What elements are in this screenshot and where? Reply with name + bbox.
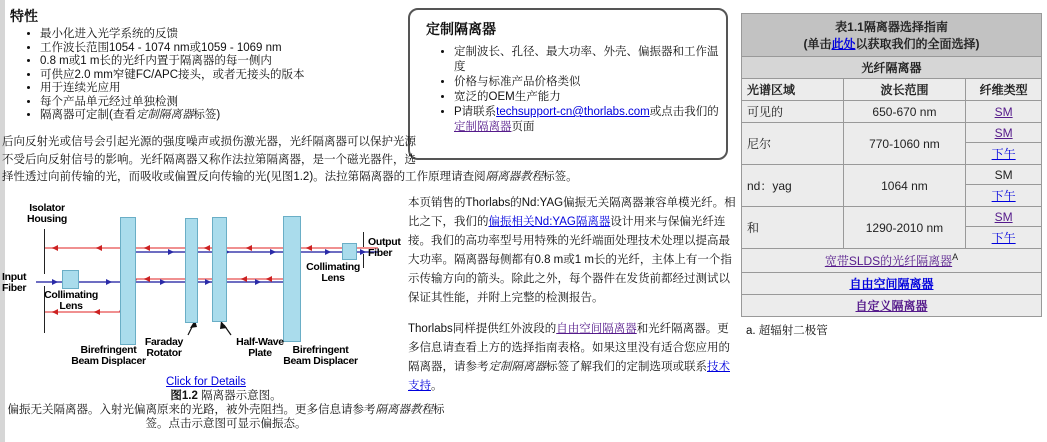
contact-text: 页面 (511, 121, 535, 133)
isolator-housing-label: Isolator Housing (27, 202, 67, 225)
table-subheader: 光纤隔离器 (742, 57, 1042, 79)
col-header-wavelength-range: 波长范围 (843, 79, 966, 101)
feature-item: • 最小化进入光学系统的反馈 (40, 28, 406, 42)
birefringent-left-label: Birefringent Beam Displacer (71, 344, 146, 367)
fiber-type-link[interactable]: SM (994, 125, 1013, 140)
contact-text: 或点击我们的 (649, 106, 719, 118)
selection-guide-table (741, 13, 1042, 317)
collimating-lens-left-label: Collimating Lens (44, 289, 98, 312)
fiber-type-link[interactable]: 下午 (991, 231, 1016, 245)
housing-wall-right (363, 232, 364, 247)
region-cell: 尼尔 (742, 123, 844, 165)
intro-paragraph (2, 134, 762, 187)
fiber-type-link[interactable]: SM (994, 104, 1013, 119)
region-cell: nd：yag (742, 165, 844, 207)
feature-item: • 0.8 m或1 m长的光纤内置于隔离器的每一侧内 (40, 55, 406, 69)
features-list (14, 28, 406, 123)
click-for-details-link[interactable]: Click for Details (166, 376, 246, 388)
footnote-marker: A (952, 252, 959, 262)
col-header-spectral-region: 光谱区域 (742, 79, 844, 101)
contact-text: P请联系 (454, 106, 497, 118)
intro-line (2, 169, 762, 187)
half-wave-plate (212, 217, 227, 322)
features-title: 特性 (10, 8, 38, 24)
range-cell: 1290-2010 nm (843, 207, 966, 249)
feature-item: • 用于连续光应用 (40, 82, 406, 96)
custom-box-item: • 价格与标准产品价格类似 (454, 75, 726, 90)
intro-line: 后向反射光或信号会引起光源的强度噪声或损伤激光器，光纤隔离器可以保护光源 (2, 136, 416, 148)
feature-text: 标签) (193, 109, 221, 121)
more-info-paragraph (408, 320, 738, 396)
feature-item: • 每个产品单元经过单独检测 (40, 96, 406, 110)
custom-isolators-link[interactable]: 自定义隔离器 (855, 299, 928, 313)
caption-title: 图1.2 隔离器示意图。 (170, 390, 282, 402)
input-fiber-label: Input Fiber (2, 271, 27, 294)
table-footnote: a. 超辐射二极管 (746, 325, 828, 337)
range-cell: 650-670 nm (843, 101, 966, 123)
custom-isolators-page-link[interactable]: 定制隔离器 (454, 121, 512, 133)
nd-yag-paragraph (408, 194, 738, 308)
fiber-type-link[interactable]: SM (994, 209, 1013, 224)
feature-item: • 工作波长范围1054 - 1074 nm或1059 - 1069 nm (40, 42, 406, 56)
feature-text: 隔离器可定制(查看 (40, 109, 136, 121)
body-text: 设计用来与保偏光纤连接。我们的高功率型号用特殊的光纤端面处理技术处理以提高最大功率。隔离器每侧都有0.8 m或1 m长的光纤，主体上有一个指示传输方向的箭头。除此之外，每个器件在发货前都经过测试以保证其性能，并附上完整的检测报告。 (408, 216, 732, 304)
body-text: 本页销售的Thorlabs的Nd:YAG偏振无关隔离器兼容单模光纤。相比之下，我们的 (408, 197, 736, 228)
custom-isolators-tab-ref: 定制隔离器 (135, 109, 194, 121)
here-link[interactable]: 此处 (831, 37, 856, 51)
collimating-lens-right-label: Collimating Lens (306, 261, 360, 284)
title-text: 以获取我们的全面选择) (855, 37, 980, 51)
body-text: 标签了解我们的定制选项或联系 (546, 361, 707, 373)
title-text: (单击 (803, 37, 832, 51)
intro-text: 择性透过向前传输的光，而吸收或偏置反向传输的光(见图1.2)。法拉第隔离器的工作原理请查阅 (2, 171, 486, 183)
table-row (742, 123, 1042, 143)
region-cell: 可见的 (742, 101, 844, 123)
custom-box-title: 定制隔离器 (426, 21, 496, 37)
faraday-rotator (185, 218, 198, 323)
fiber-type-link[interactable]: 下午 (991, 147, 1016, 161)
isolator-tutorial-ref: 隔离器教程 (375, 404, 433, 416)
tech-support-link[interactable]: 技术支持 (408, 361, 730, 392)
custom-box-item: • 定制波长、孔径、最大功率、外壳、偏振器和工作温度 (454, 45, 726, 75)
birefringent-displacer-right (283, 216, 301, 342)
body-paragraphs (408, 194, 738, 408)
custom-box-item (454, 105, 726, 135)
region-cell: 和 (742, 207, 844, 249)
fiber-type-label: SM (994, 167, 1013, 182)
collimating-lens-right (342, 243, 357, 260)
birefringent-right-label: Birefringent Beam Displacer (283, 344, 358, 367)
custom-isolators-tab-ref: 定制隔离器 (488, 361, 546, 373)
table-title-line2 (746, 35, 1037, 52)
body-text: Thorlabs同样提供红外波段的 (408, 323, 557, 335)
output-fiber-label: Output Fiber (368, 236, 401, 259)
caption-body: 偏振无关隔离器。入射光偏离原来的光路，被外壳阻挡。更多信息请参考隔离器教程标签。点击示意图可显示偏振态。 (7, 404, 445, 430)
half-wave-plate-label: Half-Wave Plate (236, 336, 284, 359)
range-cell: 1064 nm (843, 165, 966, 207)
sld-isolators-link[interactable]: 宽带SLDS的光纤隔离器 (824, 254, 953, 268)
table-row (742, 101, 1042, 123)
table-row (742, 207, 1042, 227)
isolator-tutorial-ref: 隔离器教程 (485, 171, 544, 183)
fiber-type-link[interactable]: 下午 (991, 189, 1016, 203)
housing-wall-left (44, 229, 45, 274)
faraday-rotator-label: Faraday Rotator (144, 336, 184, 359)
table-title (742, 14, 1042, 57)
intro-text: 标签。 (543, 171, 578, 183)
pol-dependent-ndyag-link[interactable]: 偏振相关Nd:YAG隔离器 (488, 216, 611, 228)
birefringent-displacer-left (120, 217, 136, 345)
figure-caption (0, 389, 452, 431)
range-cell: 770-1060 nm (843, 123, 966, 165)
table-row (742, 165, 1042, 185)
feature-item (40, 109, 406, 123)
selection-guide (741, 13, 1042, 338)
custom-box-item: • 宽泛的OEM生产能力 (454, 90, 726, 105)
intro-line: 不受后向反射信号的影响。光纤隔离器又称作法拉第隔离器，是一个磁光器件，选 (2, 153, 416, 166)
collimating-lens-left (62, 270, 79, 289)
col-header-fiber-type: 纤维类型 (966, 79, 1042, 101)
body-text: 和光纤隔离器。更多信息请查看上方的选择指南表格。如果这里没有适合您应用的隔离器，请参考 (408, 323, 730, 373)
isolator-diagram[interactable] (0, 195, 412, 395)
feature-item: • 可供应2.0 mm窄键FC/APC接头，或者无接头的版本 (40, 69, 406, 83)
table-title-line1: 表1.1隔离器选择指南 (835, 20, 948, 34)
free-space-isolators-link[interactable]: 自由空间隔离器 (556, 323, 637, 335)
free-space-isolators-link[interactable]: 自由空间隔离器 (849, 277, 934, 291)
techsupport-email-link[interactable]: techsupport-cn@thorlabs.com (496, 106, 650, 118)
body-text: 。 (431, 380, 443, 392)
